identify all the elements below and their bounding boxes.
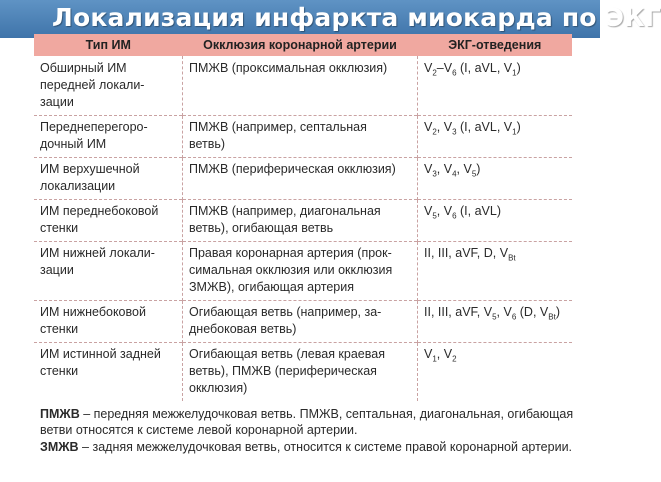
cell-leads: II, III, aVF, $V_5$, $V_6$ (D, $V_{Bt}$) (418, 301, 573, 343)
footnote-text: – передняя межжелудочковая ветвь. ПМЖВ, септальная, диагональная, огибающая ветви относятся к системе левой коронарной артерии. (40, 407, 574, 437)
cell-occlusion: Огибающая ветвь (например, за- днебоковая ветвь) (183, 301, 418, 343)
cell-mi-type: Обширный ИМ передней локали- зации (40, 61, 145, 109)
mi-localization-table (34, 34, 572, 401)
cell-leads: $V_3$, $V_4$, $V_5$) (418, 158, 573, 200)
header-artery-occlusion: Окклюзия коронарной артерии (183, 34, 418, 56)
cell-leads: $V_2$, $V_3$ (I, aVL, $V_1$) (418, 116, 573, 158)
cell-occlusion: ПМЖВ (проксимальная окклюзия) (183, 56, 418, 116)
table-header-row (34, 34, 572, 56)
cell-leads: $V_2-V_6$ (I, aVL, $V_1$) (418, 56, 573, 116)
header-mi-type: Тип ИМ (34, 34, 183, 56)
cell-mi-type: ИМ нижней локали- зации (34, 242, 183, 301)
footnote-term: ЗМЖВ (40, 440, 79, 454)
footnote-text: – задняя межжелудочковая ветвь, относится к системе правой коронарной артерии. (78, 440, 573, 454)
cell-mi-type: ИМ нижнебоковой стенки (34, 301, 183, 343)
cell-occlusion: ПМЖВ (периферическая окклюзия) (183, 158, 418, 200)
cell-leads: $V_1$, $V_2$ (418, 343, 573, 402)
table-row (34, 116, 572, 158)
title-banner (0, 0, 661, 38)
cell-mi-type: Переднеперегоро- дочный ИМ (34, 116, 183, 158)
page-title: Локализация инфаркта миокарда по ЭКГ (52, 3, 661, 32)
footnote-zmzhv (40, 439, 580, 455)
cell-leads: II, III, aVF, D, $V_{Bt}$ (418, 242, 573, 301)
table-row (34, 242, 572, 301)
cell-leads: $V_5$, $V_6$ (I, aVL) (418, 200, 573, 242)
footnotes (40, 406, 580, 456)
cell-occlusion: ПМЖВ (например, диагональная ветвь), огибающая ветвь (183, 200, 418, 242)
table-row (34, 343, 572, 402)
table-row (34, 200, 572, 242)
footnote-term: ПМЖВ (40, 407, 80, 421)
cell-mi-type: ИМ истинной задней стенки (34, 343, 183, 402)
table-row (34, 56, 572, 116)
cell-occlusion: Огибающая ветвь (левая краевая ветвь), ПМЖВ (периферическая окклюзия) (183, 343, 418, 402)
cell-mi-type: ИМ переднебоковой стенки (34, 200, 183, 242)
cell-mi-type: ИМ верхушечной локализации (34, 158, 183, 200)
cell-occlusion: ПМЖВ (например, септальная ветвь) (183, 116, 418, 158)
header-ecg-leads: ЭКГ-отведения (418, 34, 573, 56)
table-row (34, 158, 572, 200)
cell-occlusion: Правая коронарная артерия (прок- симальная окклюзия или окклюзия ЗМЖВ), огибающая артерия (183, 242, 418, 301)
table-row (34, 301, 572, 343)
footnote-pmzhv (40, 406, 580, 438)
